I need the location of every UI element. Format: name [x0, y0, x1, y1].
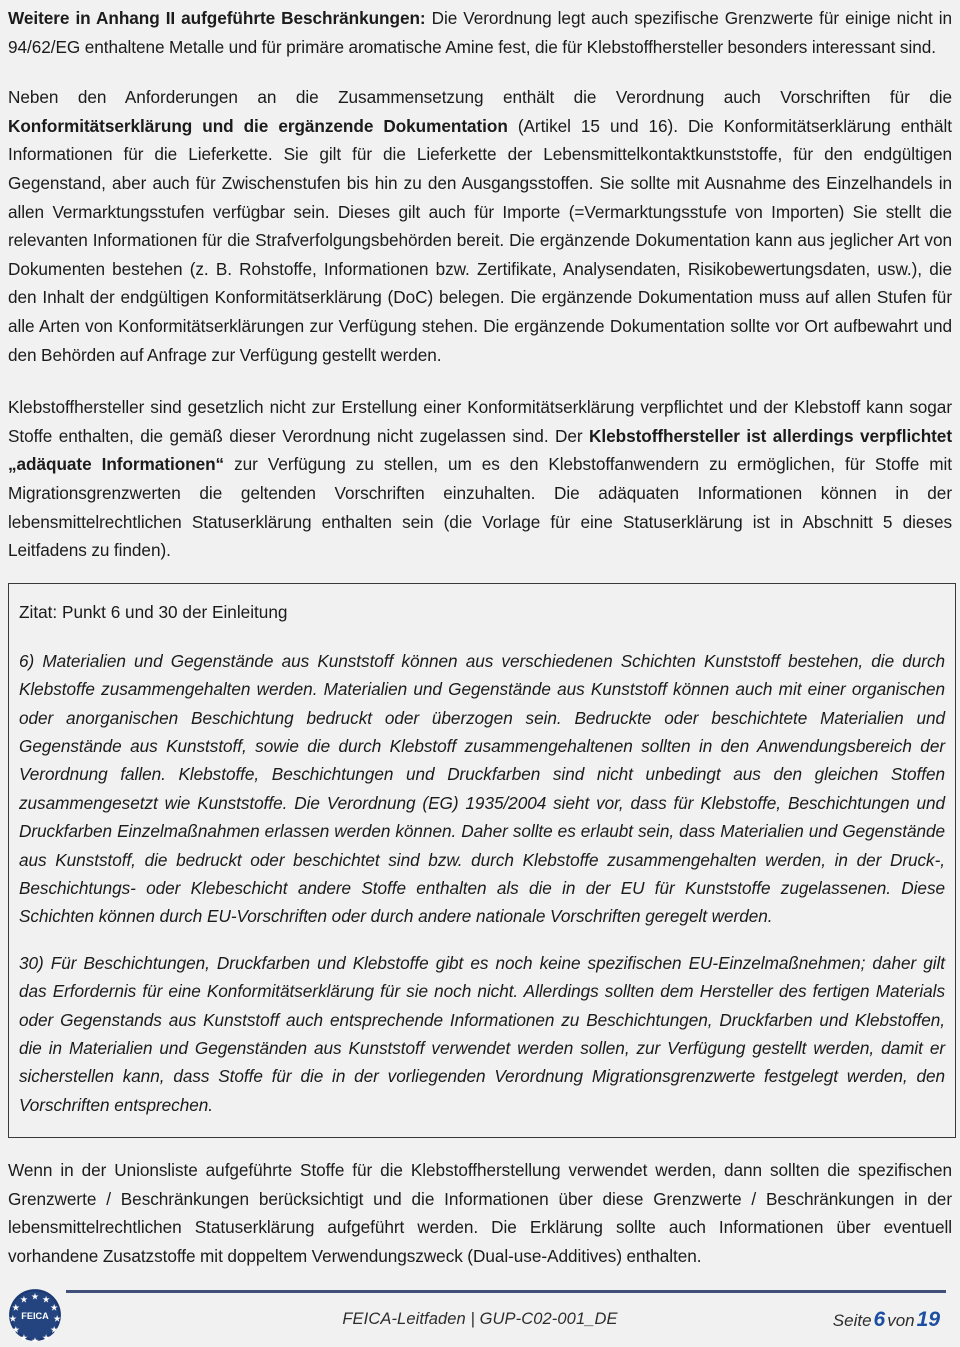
feica-logo-text: FEICA [21, 1310, 49, 1321]
paragraph-inline-bold: Konformitätserklärung und die ergänzende Dokumentation [8, 115, 508, 136]
quote-item-6: 6) Materialien und Gegenstände aus Kunststoff können aus verschiedenen Schichten Kunststoff bestehen, die durch Klebstoffe zusammengehalten werden. Materialien und Gegenstände aus Kunststoff können auch mit einer organischen oder anorganischen Beschichtung bedruckt oder überzogen sein. Bedruckte oder beschichtete Materialien und Gegenstände aus Kunststoff, sowie die durch Klebstoff zusammengehaltenen sollten in den Anwendungsbereich der Verordnung fallen. Klebstoffe, Beschichtungen und Druckfarben sind nicht unbedingt aus den gleichen Stoffen zusammengesetzt wie Kunststoffe. Die Verordnung (EG) 1935/2004 sieht vor, dass für Klebstoffe, Beschichtungen und Druckfarben Einzelmaßnahmen erlassen werden können. Daher sollte es erlaubt sein, dass Materialien und Gegenstände aus Kunststoff, die bedruckt oder beschichtet sind bzw. durch Klebstoffe zusammengehalten werden, in der Druck-, Beschichtungs- oder Klebeschicht andere Stoffe enthalten als die in der EU für Kunststoffe zugelassenen. Diese Schichten können durch EU-Vorschriften oder durch andere nationale Vorschriften geregelt werden. [19, 650, 945, 927]
paragraph-anhang-beschraenkungen [8, 4, 952, 61]
paragraph-text-part2: zur Verfügung zu stellen, um es den Klebstoffanwendern zu ermöglichen, für Stoffe mit Migrationsgrenzwerten die geltenden Vorschriften einzuhalten. Die adäquaten Informationen können in der lebensmittelrechtlichen Statuserklärung enthalten sein (die Vorlage für eine Statuserklärung ist in Abschnitt 5 dieses Leitfadens zu finden). [8, 454, 952, 561]
quote-box [8, 583, 956, 1139]
page-content [8, 0, 952, 1271]
quote-box-heading: Zitat: Punkt 6 und 30 der Einleitung [19, 601, 288, 622]
footer-document-reference: FEICA-Leitfaden | GUP-C02-001_DE [342, 1310, 618, 1328]
paragraph-text-part1: Neben den Anforderungen an die Zusammensetzung enthält die Verordnung auch Vorschriften für die [8, 87, 952, 108]
page-current-number: 6 [873, 1308, 886, 1331]
paragraph-text-part2: (Artikel 15 und 16). Die Konformitätserklärung enthält Informationen für die Lieferkette. Sie gilt für die Lieferkette der Lebensmittelkontaktkunststoffe, für den endgültigen Gegenstand, aber auch für Zwischenstufen bis hin zu den Ausgangsstoffen. Sie sollte mit Ausnahme des Einzelhandels in allen Vermarktungsstufen verfügbar sein. Dieses gilt auch für Importe (=Vermarktungsstufe von Importen) Sie stellt die relevanten Informationen für die Strafverfolgungsbehörden bereit. Die ergänzende Dokumentation kann aus jeglicher Art von Dokumenten bestehen (z. B. Rohstoffe, Informationen bzw. Zertifikate, Analysendaten, Risikobewertungsdaten, usw.), die den Inhalt der endgültigen Konformitätserklärung (DoC) belegen. Die ergänzende Dokumentation muss auf allen Stufen für alle Arten von Konformitätserklärungen zur Verfügung stehen. Die ergänzende Dokumentation sollte vor Ort aufbewahrt und den Behörden auf Anfrage zur Verfügung gestellt werden. [8, 115, 952, 365]
paragraph-unionsliste: Wenn in der Unionsliste aufgeführte Stoffe für die Klebstoffherstellung verwendet werden, dann sollten die spezifischen Grenzwerte / Beschränkungen berücksichtigt und die Informationen über diese Grenzwerte / Beschränkungen in der lebensmittelrechtlichen Statuserklärung aufgeführt werden. Die Erklärung sollte auch Informationen über eventuell vorhandene Zusatzstoffe mit doppeltem Verwendungszweck (Dual-use-Additives) enthalten. [8, 1160, 952, 1266]
page-total-number: 19 [916, 1308, 940, 1331]
footer-page-indicator [833, 1308, 942, 1332]
page-label: Seite [832, 1311, 872, 1330]
paragraph-text: Die Verordnung legt auch spezifische Grenzwerte für einige nicht in 94/62/EG enthaltene Metalle und für primäre aromatische Amine fest, die für Klebstoffhersteller besonders interessant sind. [8, 8, 953, 57]
page-footer [0, 1270, 960, 1342]
footer-divider [66, 1290, 946, 1293]
paragraph-text-part1: Klebstoffhersteller sind gesetzlich nicht zur Erstellung einer Konformitätserklärung verpflichtet und der Klebstoff kann sogar Stoffe enthalten, die gemäß dieser Verordnung nicht zugelassen sind. Der [8, 397, 952, 446]
quote-item-30: 30) Für Beschichtungen, Druckfarben und Klebstoffe gibt es noch keine spezifischen EU-Einzelmaßnehmen; daher gilt das Erfordernis für eine Konformitätserklärung für sie noch nicht. Allerdings sollten dem Hersteller des fertigen Materials oder Gegenstands aus Kunststoff auch entsprechende Informationen zu Beschichtungen, Druckfarben und Klebstoffen, die in Materialien und Gegenständen aus Kunststoff verwendet werden sollen, zur Verfügung gestellt werden, damit er sicherstellen kann, dass Stoffe für die in der vorliegenden Verordnung Migrationsgrenzwerte festgelegt werden, den Vorschriften entsprechen. [19, 952, 945, 1115]
footer-content [0, 1294, 960, 1342]
page-of-label: von [887, 1311, 915, 1330]
paragraph-inline-bold: Klebstoffhersteller ist allerdings verpflichtet „adäquate Informationen“ [8, 425, 952, 475]
paragraph-klebstoffhersteller [8, 393, 952, 565]
paragraph-konformitaetserklaerung [8, 83, 952, 369]
paragraph-lead-bold: Weitere in Anhang II aufgeführte Beschränkungen: [8, 8, 426, 28]
